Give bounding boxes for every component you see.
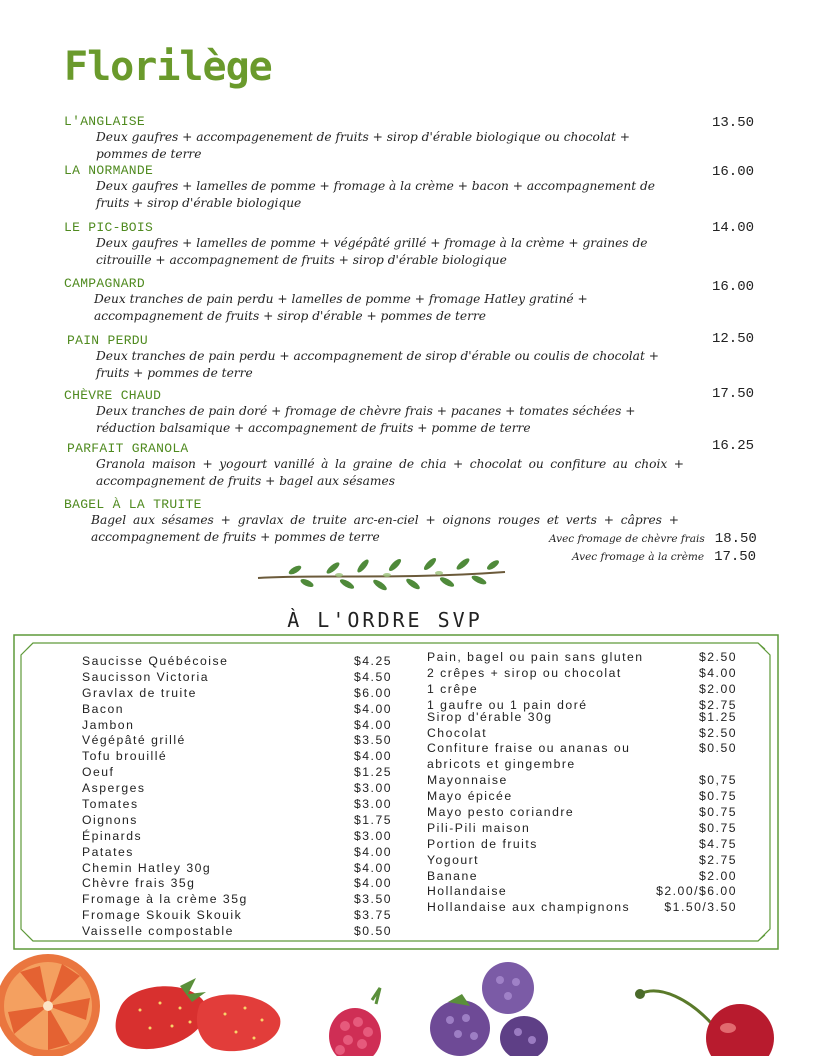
menu-item-description: Deux tranches de pain perdu + lamelles de pomme + fromage Hatley gratiné + accompagnement de fruits + sirop d'érable + pommes de terre (94, 292, 588, 323)
menu-item-name: CAMPAGNARD (64, 276, 146, 291)
bagel-option-price: 17.50 (714, 549, 757, 565)
list-item (427, 837, 737, 853)
menu-item (64, 114, 754, 163)
list-item-price: $2.00/$6.00 (656, 884, 737, 899)
list-item-name: Yogourt (427, 852, 480, 867)
list-item-name: Confiture fraise ou ananas ou abricots et gingembre (427, 741, 631, 772)
list-item (427, 726, 737, 742)
list-item-price: $2.00 (699, 681, 737, 696)
list-item (82, 733, 392, 749)
list-item-price: $0.75 (699, 805, 737, 820)
menu-item-description: Deux gaufres + accompagenement de fruits + sirop d'érable biologique ou chocolat + pommes de terre (96, 130, 631, 161)
menu-item-price: 16.00 (711, 279, 754, 295)
list-item-price: $3.00 (354, 797, 392, 812)
menu-item-price: 12.50 (711, 331, 754, 347)
menu-item-price: 16.00 (711, 164, 754, 180)
list-item-name: Sirop d'érable 30g (427, 709, 553, 724)
menu-item-description: Deux gaufres + lamelles de pomme + végépâté grillé + fromage à la crème + graines de citrouille + accompagnement de fruits + sirop d'érable biologique (96, 236, 648, 267)
list-item (427, 698, 737, 710)
list-item-name: Gravlax de truite (82, 685, 197, 700)
list-item-price: $3.50 (354, 733, 392, 748)
menu-item-price: 14.00 (711, 220, 754, 236)
menu-item-description: Granola maison + yogourt vanillé à la graine de chia + chocolat ou confiture au choix + accompagnement de fruits + bagel aux sésames (96, 457, 684, 488)
list-item-name: Végépâté grillé (82, 733, 186, 748)
list-item-price: $4.00 (699, 665, 737, 680)
list-item (82, 861, 392, 877)
list-item-price: $4.25 (354, 654, 392, 668)
list-item-name: Fromage à la crème 35g (82, 892, 248, 907)
list-item (427, 741, 737, 773)
list-item-price: $3.50 (354, 892, 392, 907)
list-item (427, 821, 737, 837)
list-item-price: $1.25 (354, 765, 392, 780)
list-item (427, 805, 737, 821)
bagel-option-label: Avec fromage de chèvre frais (549, 533, 705, 545)
list-item-name: Hollandaise aux champignons (427, 900, 631, 915)
menu-item-name: CHÈVRE CHAUD (64, 388, 162, 403)
list-item-name: Portion de fruits (427, 836, 538, 851)
menu-item-name: LE PIC-BOIS (64, 220, 154, 235)
list-item (427, 853, 737, 869)
menu-item (64, 438, 754, 490)
list-item (427, 884, 737, 900)
bagel-option (549, 531, 757, 547)
list-item (82, 797, 392, 813)
herb-sprig-icon (255, 556, 510, 594)
list-item (82, 670, 392, 686)
list-item-name: Fromage Skouik Skouik (82, 908, 243, 923)
list-item-price: $2.00 (699, 868, 737, 883)
menu-item (64, 163, 754, 212)
list-item-price: $0.50 (354, 924, 392, 939)
list-item (82, 876, 392, 892)
raspberry-icon (329, 988, 381, 1056)
list-item (82, 813, 392, 829)
list-item (82, 829, 392, 845)
menu-item-name: L'ANGLAISE (64, 114, 146, 129)
bagel-option (572, 549, 756, 565)
menu-item (64, 220, 754, 269)
list-item (82, 781, 392, 797)
list-item (82, 702, 392, 718)
side-orders-list-left (82, 654, 392, 938)
strawberry-icon (116, 978, 281, 1051)
list-item-name: Saucisson Victoria (82, 669, 210, 684)
menu-item-description: Deux gaufres + lamelles de pomme + fromage à la crème + bacon + accompagnement de fruits + sirop d'érable biologique (96, 179, 655, 210)
list-item (82, 845, 392, 861)
menu-item-name: BAGEL À LA TRUITE (64, 497, 202, 512)
list-item-name: Chèvre frais 35g (82, 876, 196, 891)
menu-item-description: Bagel aux sésames + gravlax de truite arc-en-ciel + oignons rouges et verts + câpres + accompagnement de fruits + pommes de terre (91, 513, 679, 544)
list-item-price: $0.75 (699, 789, 737, 804)
list-item-price: $2.50 (699, 725, 737, 740)
list-item-name: Banane (427, 868, 479, 883)
list-item-price: $0.50 (699, 741, 737, 756)
list-item-name: Hollandaise (427, 884, 508, 899)
list-item (427, 900, 737, 916)
list-item (82, 892, 392, 908)
list-item-name: Mayo épicée (427, 789, 513, 804)
list-item-name: Pain, bagel ou pain sans gluten (427, 650, 644, 664)
list-item-name: Épinards (82, 828, 143, 843)
cherry-icon (635, 989, 774, 1056)
list-item-price: $2.50 (699, 650, 737, 664)
bagel-option-label: Avec fromage à la crème (572, 551, 705, 563)
list-item (82, 765, 392, 781)
list-item-price: $1.25 (699, 709, 737, 724)
list-item-price: $4.00 (354, 717, 392, 732)
list-item-name: 2 crêpes + sirop ou chocolat (427, 665, 622, 680)
list-item-name: 1 crêpe (427, 681, 479, 696)
menu-item-description: Deux tranches de pain doré + fromage de chèvre frais + pacanes + tomates séchées + réduction balsamique + accompagnement de fruits + pomme de terre (96, 404, 636, 435)
list-item-price: $4.75 (699, 836, 737, 851)
list-item (82, 654, 392, 670)
list-item-price: $4.00 (354, 876, 392, 891)
list-item-name: Jambon (82, 717, 135, 732)
menu-item-price: 13.50 (711, 115, 754, 131)
list-item-name: Oeuf (82, 765, 115, 780)
list-item-price: $3.00 (354, 828, 392, 843)
list-item (82, 924, 392, 938)
list-item-price: $1.75 (354, 812, 392, 827)
list-item-price: $4.50 (354, 669, 392, 684)
side-orders-list-right (427, 650, 737, 916)
list-item (427, 789, 737, 805)
section-title: À L'ORDRE SVP (287, 608, 483, 632)
list-item (82, 749, 392, 765)
list-item-price: $0.75 (699, 820, 737, 835)
list-item-name: Vaisselle compostable (82, 924, 234, 939)
list-item-name: Oignons (82, 812, 138, 827)
menu-item-description: Deux tranches de pain perdu + accompagnement de sirop d'érable ou coulis de chocolat + fruits + pommes de terre (96, 349, 659, 380)
list-item-name: Saucisse Québécoise (82, 654, 229, 668)
list-item-name: Tofu brouillé (82, 749, 168, 764)
list-item (82, 908, 392, 924)
list-item (427, 869, 737, 885)
list-item-name: Pili-Pili maison (427, 820, 531, 835)
list-item-price: $1.50/3.50 (664, 900, 737, 915)
menu-item-price: 16.25 (711, 438, 754, 454)
list-item (82, 718, 392, 734)
list-item-price: $2.75 (699, 852, 737, 867)
list-item-price: $4.00 (354, 701, 392, 716)
list-item-name: Bacon (82, 701, 125, 716)
list-item-name: Asperges (82, 781, 146, 796)
page-title: Florilège (64, 44, 272, 90)
list-item-price: $3.00 (354, 781, 392, 796)
list-item-price: $2.75 (699, 697, 737, 712)
list-item-name: Mayo pesto coriandre (427, 805, 575, 820)
list-item (82, 686, 392, 702)
list-item (427, 773, 737, 789)
list-item-price: $0,75 (699, 773, 737, 788)
list-item (427, 666, 737, 682)
menu-item-name: LA NORMANDE (64, 163, 154, 178)
list-item (427, 682, 737, 698)
list-item-price: $3.75 (354, 908, 392, 923)
menu-item-price: 17.50 (711, 386, 754, 402)
menu-item (64, 388, 754, 437)
menu-item-name: PARFAIT GRANOLA (67, 441, 189, 456)
fruit-decoration (0, 948, 816, 1056)
list-item-price: $4.00 (354, 844, 392, 859)
list-item-name: Tomates (82, 797, 139, 812)
list-item-price: $4.00 (354, 749, 392, 764)
list-item-price: $4.00 (354, 860, 392, 875)
list-item-price: $6.00 (354, 685, 392, 700)
list-item (427, 650, 737, 666)
list-item-name: Chocolat (427, 725, 488, 740)
list-item-name: 1 gaufre ou 1 pain doré (427, 697, 588, 712)
list-item-name: Mayonnaise (427, 773, 508, 788)
menu-item-name: PAIN PERDU (67, 333, 149, 348)
menu-item (64, 333, 754, 382)
bagel-option-price: 18.50 (714, 531, 757, 547)
blackberry-icon (430, 962, 548, 1056)
list-item (427, 710, 737, 726)
orange-icon (0, 954, 100, 1056)
menu-item (64, 276, 754, 325)
list-item-name: Chemin Hatley 30g (82, 860, 212, 875)
list-item-name: Patates (82, 844, 134, 859)
